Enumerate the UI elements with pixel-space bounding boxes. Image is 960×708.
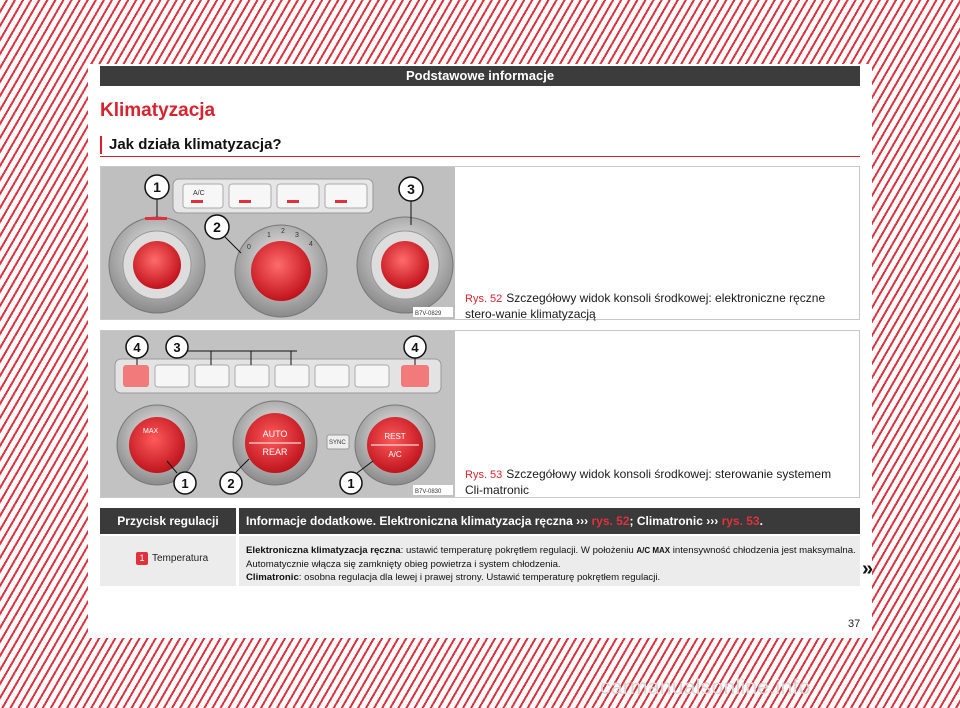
watermark: carmanualsonline.info	[600, 676, 811, 699]
manual-page	[88, 64, 872, 638]
control-number-badge: 1	[136, 552, 148, 565]
info-line-2: Automatycznie włącza się zamknięty obieg powietrza i system chłodzenia.	[246, 558, 561, 570]
figure-53-image	[101, 331, 455, 497]
table-header-control: Przycisk regulacji	[100, 508, 239, 534]
dial-mark-1: 1	[267, 232, 271, 239]
table-row	[100, 536, 860, 586]
info-bold: Climatronic	[246, 572, 299, 583]
knob-label-rest: REST	[384, 432, 406, 441]
knob-label-max: MAX	[143, 428, 159, 435]
info-text: : osobna regulacja dla lewej i prawej strony. Ustawić temperaturę pokrętłem regulacji.	[298, 572, 661, 583]
caption-text: Szczegółowy widok konsoli środkowej: elektroniczne ręczne stero-wanie klimatyzacją	[465, 291, 826, 321]
callout-3: 3	[407, 181, 415, 197]
ref-link-rys-52[interactable]: rys. 52	[591, 514, 630, 528]
info-bold: Elektroniczna klimatyzacja ręczna	[246, 545, 401, 556]
control-label: Temperatura	[152, 553, 209, 564]
subtitle-accent-bar	[100, 136, 102, 154]
figure-53-caption	[465, 467, 847, 498]
ac-max-symbol: A/C MAX	[636, 546, 671, 555]
figure-52-caption	[465, 291, 847, 322]
header-text: .	[759, 514, 763, 528]
info-line-1	[246, 544, 856, 558]
header-text: Informacje dodatkowe. Elektroniczna klimatyzacja ręczna	[246, 514, 573, 528]
info-text: intensywność chłodzenia jest maksymalna.	[672, 545, 856, 556]
image-code: B7V-0830	[415, 489, 442, 495]
knob-label-auto: AUTO	[262, 429, 288, 439]
subtitle-block	[100, 134, 860, 157]
callout-4-left: 4	[133, 340, 141, 355]
knob-label-rear: REAR	[262, 447, 288, 457]
table-cell-info	[246, 544, 856, 585]
figure-ref: Rys. 52	[465, 293, 503, 305]
dial-mark-4: 4	[309, 241, 313, 248]
ac-button-label: A/C	[193, 190, 205, 197]
info-text: : ustawić temperaturę pokrętłem regulacji. W położeniu	[400, 545, 634, 556]
sync-label: SYNC	[329, 440, 346, 446]
figure-ref: Rys. 53	[465, 469, 503, 481]
caption-text: Szczegółowy widok konsoli środkowej: sterowanie systemem Cli-matronic	[465, 467, 832, 497]
table-header	[100, 508, 860, 534]
callout-1-left: 1	[181, 476, 189, 491]
ref-link-rys-53[interactable]: rys. 53	[721, 514, 760, 528]
table-cell-control	[100, 536, 239, 586]
table-header-info	[246, 508, 846, 534]
callout-3: 3	[173, 340, 181, 355]
page-title: Klimatyzacja	[100, 100, 216, 121]
callout-2: 2	[213, 219, 221, 235]
figure-52	[100, 166, 860, 320]
dial-mark-3: 3	[295, 232, 299, 239]
section-header: Podstawowe informacje	[100, 66, 860, 86]
image-code: B7V-0829	[415, 311, 442, 317]
figure-52-image	[101, 167, 455, 319]
figure-53	[100, 330, 860, 498]
callout-1: 1	[153, 179, 161, 195]
knob-label-ac: A/C	[388, 450, 402, 459]
header-text: ; Climatronic	[629, 514, 703, 528]
page-subtitle: Jak działa klimatyzacja?	[109, 136, 282, 153]
page-number: 37	[848, 618, 861, 630]
callout-2: 2	[227, 476, 235, 491]
callout-1-right: 1	[347, 476, 355, 491]
ref-arrow: ›››	[576, 514, 589, 528]
ref-arrow: ›››	[706, 514, 719, 528]
dial-mark-2: 2	[281, 228, 285, 235]
callout-4-right: 4	[411, 340, 419, 355]
info-line-3	[246, 571, 856, 585]
dial-mark-0: 0	[247, 244, 251, 251]
continue-arrow-icon: »	[862, 558, 874, 580]
